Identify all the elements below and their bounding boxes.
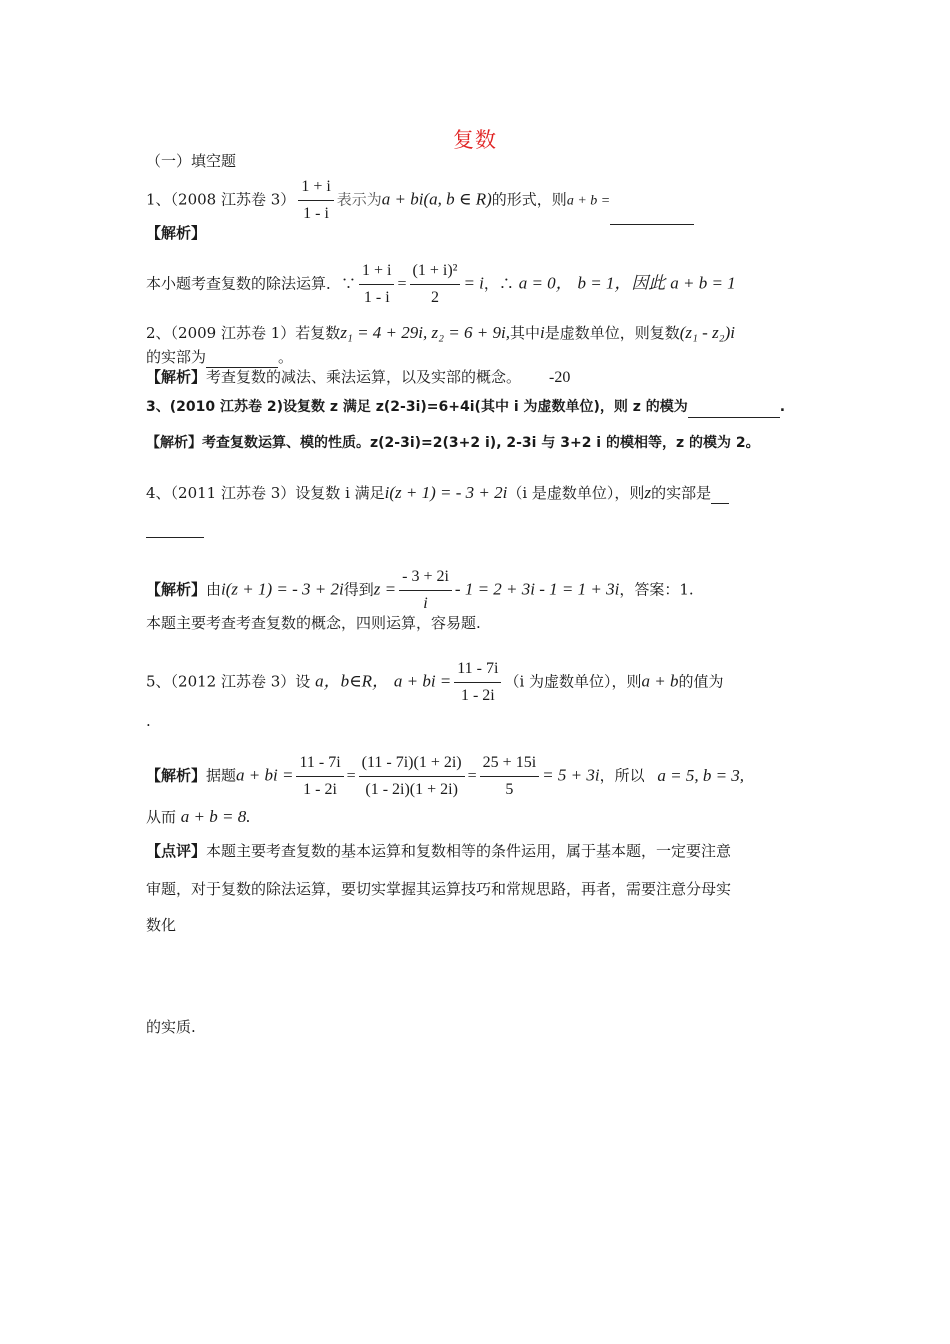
q4-expr: i(z + 1) = - 3 + 2i <box>384 483 508 502</box>
q5-solution-fraction-1: $\frac{11 - 7i}{1 - 2i}$ <box>296 752 343 801</box>
q5-solution-text: 据题 <box>206 766 237 785</box>
q2-expr: z₁ = 4 + 29i, z₂ = 6 + 9i, <box>340 323 510 342</box>
q5-fraction: $\frac{11 - 7i}{1 - 2i}$ <box>454 658 501 707</box>
q2-line2: 的实部为 <box>146 348 207 366</box>
q5-solution-lhs: a + bi = <box>236 765 294 785</box>
q5-expr2: a + b <box>641 671 679 691</box>
q1-solution-eq: = i <box>463 273 484 293</box>
question-4-line-2 <box>146 516 204 538</box>
q4-solution-rest: - 1 = 2 + 3i - 1 = 1 + 3i <box>454 579 620 599</box>
q2-solution-text: 考查复数的减法、乘法运算，以及实部的概念。 <box>206 368 522 386</box>
q4-text: （i 是虚数单位），则 <box>507 484 645 502</box>
question-3: 3、(2010 江苏卷 2)设复数 z 满足 z(2-3i)=6+4i(其中 i 为虚数单位)，则 z 的模为 . <box>146 396 785 418</box>
question-2 <box>146 322 735 344</box>
q5-solution-line2-expr: a + b = 8. <box>180 807 251 826</box>
q1-expr2: a + b = <box>566 193 611 209</box>
q5-solution-values: a = 5, b = 3, <box>657 765 745 785</box>
q1-answer-blank <box>610 224 694 225</box>
q5-comment-line-4: 的实质. <box>146 1018 196 1036</box>
q4-solution-expr: i(z + 1) = - 3 + 2i <box>221 579 344 599</box>
question-1 <box>146 176 694 225</box>
q4-answer-blank <box>146 537 204 538</box>
q5-solution-text2: ，所以 <box>599 766 645 785</box>
q1-label: 1、（2008 江苏卷 3） <box>146 190 296 209</box>
q1-solution-a: a = 0， <box>518 273 573 293</box>
q4-solution-fraction: $\frac{- 3 + 2i}{i}$ <box>399 566 452 615</box>
q5-solution-label: 【解析】 <box>146 766 207 785</box>
q2-solution-label: 【解析】 <box>146 368 207 386</box>
q3-solution-text: 考查复数运算、模的性质。z(2-3i)=2(3+2 i), 2-3i 与 3+2 i 的模相等，z 的模为 2。 <box>202 435 760 451</box>
q1-solution-fraction-2: $\frac{\text{(1 + i)²}}{2}$ <box>410 260 461 309</box>
q1-fraction: $\frac{1 + i}{1 - i}$ <box>298 176 333 225</box>
q1-expr: a + bi(a, b ∈ R) <box>381 189 492 209</box>
q1-solution: 本小题考查复数的除法运算．∵ $\frac{1 + i}{1 - i}$ = $\frac{\text{(1 + i)²}}{2}$ = i，∴ a = 0， b = 1，因此 a + b = 1 <box>146 260 736 309</box>
section-heading: （一）填空题 <box>146 152 237 170</box>
q5-expr: a，b∈R， <box>315 671 390 691</box>
q1-text: 表示为 <box>336 190 382 209</box>
q1-text2: 的形式，则 <box>491 190 567 209</box>
question-4 <box>146 482 729 504</box>
q4-label: 4、（2011 江苏卷 3）设复数 i 满足 <box>146 484 385 502</box>
q5-label: 5、（2012 江苏卷 3）设 <box>146 672 311 691</box>
q4-solution <box>146 566 694 615</box>
page-title: 复数 <box>453 128 497 152</box>
q2-solution <box>146 366 570 389</box>
q2-text: 其中 <box>509 324 540 342</box>
q4-z: z <box>644 483 652 502</box>
question-2-line-2: 的实部为 。 <box>146 348 294 366</box>
q4-solution-answer: ，答案：1. <box>619 580 694 599</box>
q4-solution-text: 由 <box>206 580 222 599</box>
q1-solution-therefore: ，∴ <box>483 274 514 293</box>
q5-comment-line-1: 【点评】本题主要考查复数的基本运算和复数相等的条件运用，属于基本题，一定要注意 <box>146 842 732 860</box>
q1-solution-text: 本小题考查复数的除法运算．∵ <box>146 274 357 293</box>
q2-text2: 是虚数单位，则复数 <box>544 324 680 342</box>
q5-text2: 的值为 <box>678 672 724 691</box>
q5-comment-label: 【点评】 <box>146 842 207 860</box>
q1-solution-label: 【解析】 <box>146 224 207 242</box>
q2-expr2: (z₁ - z₂)i <box>679 323 735 342</box>
q3-solution-label: 【解析】 <box>146 435 202 451</box>
q4-solution-label: 【解析】 <box>146 580 207 599</box>
q4-solution-z: z = <box>373 579 397 599</box>
q4-note: 本题主要考查考查复数的概念，四则运算，容易题. <box>146 614 481 632</box>
q3-text: 3、(2010 江苏卷 2)设复数 z 满足 z(2-3i)=6+4i(其中 i 为虚数单位)，则 z 的模为 <box>146 399 688 415</box>
q5-lhs: a + bi = <box>393 671 452 691</box>
q2-solution-answer: -20 <box>549 369 571 386</box>
q2-label: 2、（2009 江苏卷 1）若复数 <box>146 324 341 342</box>
q5-solution-rhs: = 5 + 3i <box>542 765 600 785</box>
q5-solution-fraction-3: $\frac{25 + 15i}{5}$ <box>480 752 539 801</box>
q5-comment-line-3: 数化 <box>146 916 177 934</box>
q3-answer-blank <box>688 417 780 418</box>
q5-text: （i 为虚数单位），则 <box>504 672 642 691</box>
q5-comment-line-2: 审题，对于复数的除法运算，要切实掌握其运算技巧和常规思路，再者，需要注意分母实 <box>146 880 732 898</box>
q3-solution <box>146 432 760 454</box>
q4-solution-text2: 得到 <box>343 580 374 599</box>
q1-solution-sum: a + b = 1 <box>670 273 736 293</box>
q4-text2: 的实部是 <box>651 484 712 502</box>
q5-solution-fraction-2: $\frac{(11 - 7i)(1 + 2i)}{(1 - 2i)(1 + 2i)}$ <box>359 752 465 801</box>
q1-solution-fraction-1: $\frac{1 + i}{1 - i}$ <box>359 260 394 309</box>
q1-solution-b: b = 1，因此 <box>577 273 666 293</box>
q5-solution-line2-text: 从而 <box>146 808 177 826</box>
question-5 <box>146 658 724 707</box>
q4-answer-blank-start <box>711 503 729 504</box>
q5-solution-line-2 <box>146 806 251 828</box>
q5-solution: 【解析】据题a + bi = $\frac{11 - 7i}{1 - 2i}$ = $\frac{(11 - 7i)(1 + 2i)}{(1 - 2i)(1 + 2i)}$ = $\frac{25 + 15i}{5}$ = 5 + 3i，所以 a = 5, b = 3, <box>146 752 744 801</box>
question-5-line-2: . <box>146 712 151 730</box>
q2-i: i <box>539 323 545 342</box>
